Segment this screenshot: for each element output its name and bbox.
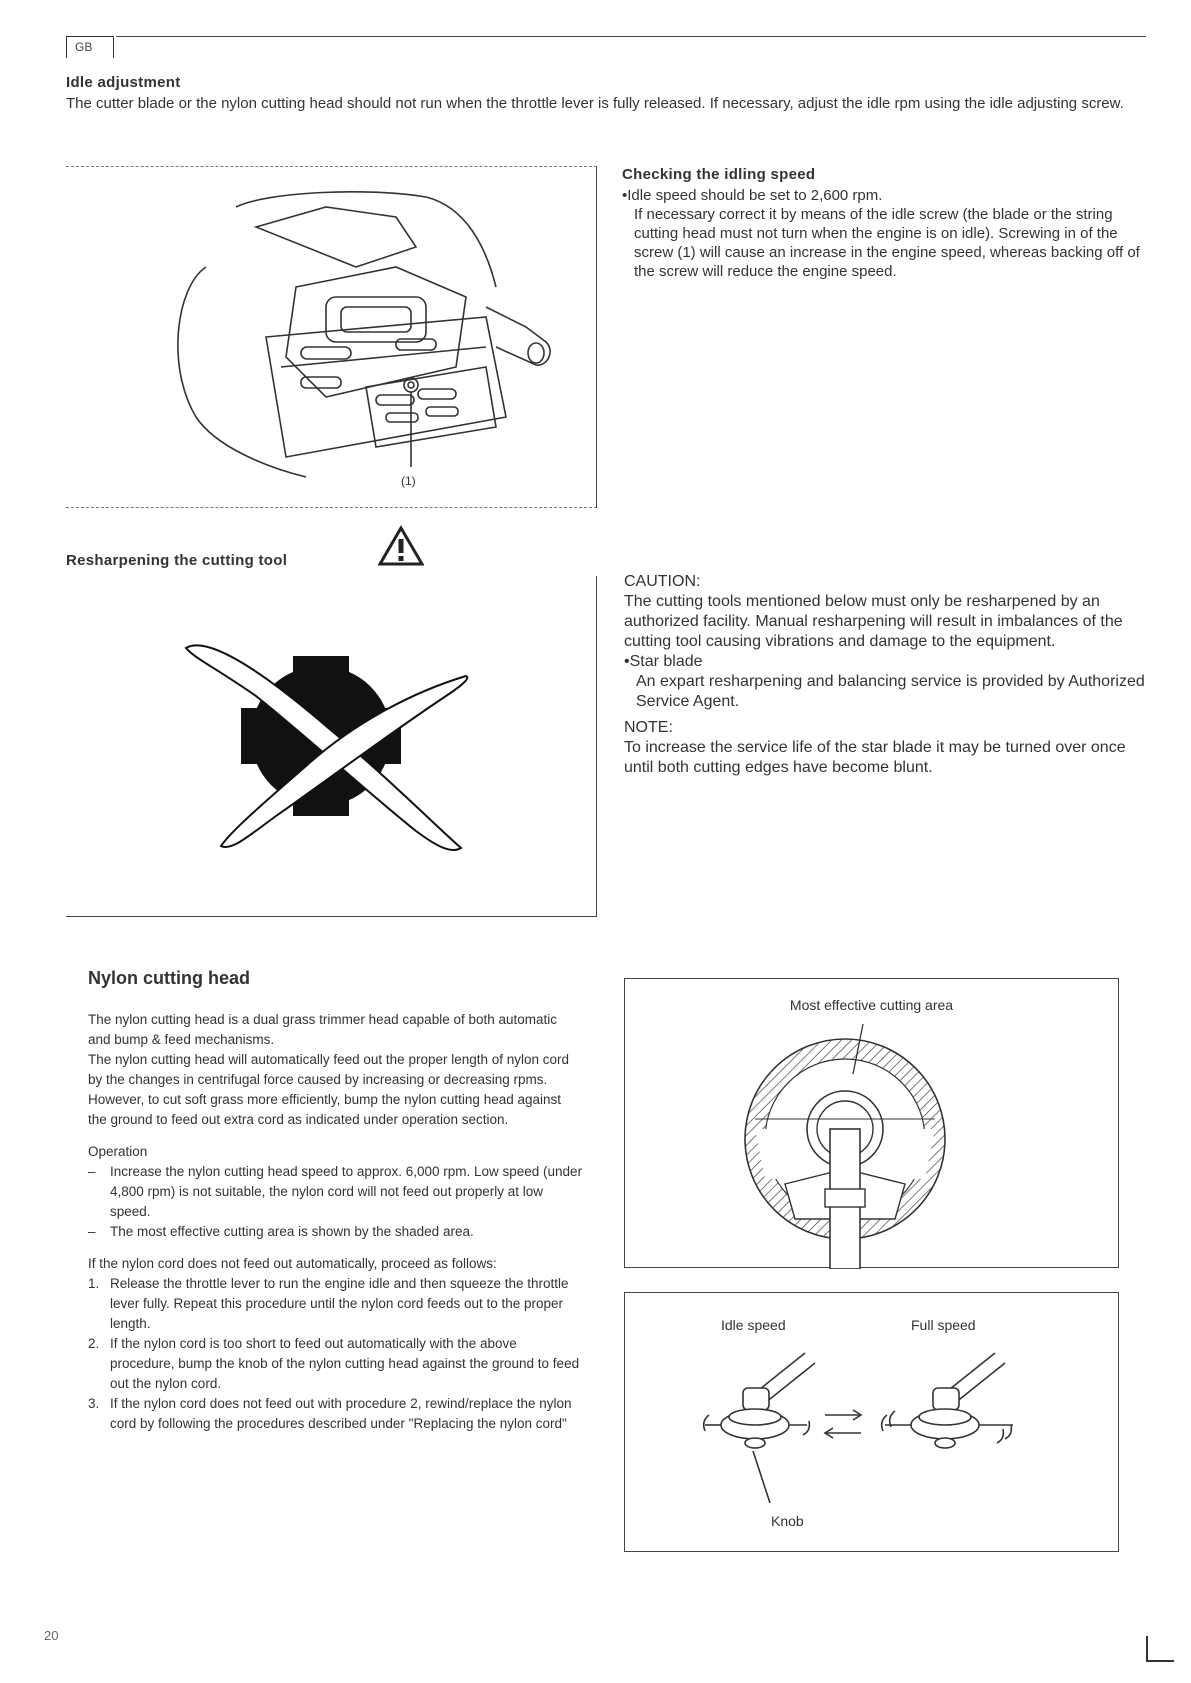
section-tag: GB xyxy=(66,36,114,58)
knob-caption: Knob xyxy=(771,1513,804,1529)
list-item: 2. If the nylon cord is too short to feed out automatically with the above procedure, bump the knob of the nylon cutting head against the ground to feed out the nylon cord. xyxy=(88,1336,580,1391)
cutting-area-illustration xyxy=(625,979,1120,1269)
cutting-area-caption: Most effective cutting area xyxy=(789,997,954,1013)
full-speed-caption: Full speed xyxy=(911,1317,976,1333)
screw-label: (1) xyxy=(401,474,416,488)
idle-screw-figure xyxy=(66,166,597,508)
nylon-auto-feed: The nylon cutting head will automatically feed out the proper length of nylon cord by the changes in centrifugal force caused by increasing or decreasing rpms. However, to cut soft grass more efficiently, bump the nylon cutting head against the ground to feed out extra cord as indicated under operation section. xyxy=(88,1052,570,1127)
star-blade-item xyxy=(624,652,1152,672)
idle-speed-line xyxy=(622,186,1152,205)
idle-speed-caption: Idle speed xyxy=(721,1317,786,1333)
carburetor-illustration xyxy=(66,167,596,507)
list-item: 1. Release the throttle lever to run the engine idle and then squeeze the throttle lever fully. Repeat this procedure until the nylon cord feeds out to the proper length. xyxy=(88,1276,569,1331)
cutting-area-figure xyxy=(624,978,1119,1268)
note-text: To increase the service life of the star blade it may be turned over once until both cutting edges have become blunt. xyxy=(624,739,1126,776)
corner-mark-vertical xyxy=(1146,1636,1148,1660)
caution-block xyxy=(624,572,1152,778)
idle-adjustment-title: Idle adjustment xyxy=(66,74,181,91)
bullet: • xyxy=(622,187,628,204)
star-blade-figure xyxy=(66,576,597,917)
warning-icon xyxy=(378,525,424,567)
feed-steps xyxy=(88,1274,583,1434)
nylon-body xyxy=(88,1010,583,1434)
star-blade-label: Star blade xyxy=(629,653,703,670)
operation-label: Operation xyxy=(88,1144,148,1159)
list-item: – Increase the nylon cutting head speed to approx. 6,000 rpm. Low speed (under 4,800 rpm) is not suitable, the nylon cord will not feed out properly at low speed. xyxy=(88,1164,583,1219)
caution-label: CAUTION: xyxy=(624,573,701,590)
caution-text: The cutting tools mentioned below must only be resharpened by an authorized facility. Manual resharpening will result in imbalances of the cutting tool causing vibrations and damage to the equipment. xyxy=(624,593,1123,650)
nylon-title: Nylon cutting head xyxy=(88,968,250,988)
resharpening-title: Resharpening the cutting tool xyxy=(66,552,288,569)
idle-speed-value: Idle speed should be set to 2,600 rpm. xyxy=(627,187,883,204)
checking-idle-body xyxy=(622,186,1152,281)
speed-illustration xyxy=(625,1293,1120,1553)
list-item: – The most effective cutting area is shown by the shaded area. xyxy=(88,1224,474,1239)
page-number: 20 xyxy=(44,1628,59,1643)
idle-correction-text: If necessary correct it by means of the idle screw (the blade or the string cutting head must not turn when the engine is on idle). Screwing in of the screw (1) will cause an increase in the engine speed, whereas backing off of the screw will reduce the engine speed. xyxy=(634,206,1140,280)
speed-comparison-figure xyxy=(624,1292,1119,1552)
top-rule xyxy=(116,36,1146,37)
checking-idle-title: Checking the idling speed xyxy=(622,166,816,183)
nylon-intro: The nylon cutting head is a dual grass trimmer head capable of both automatic and bump & feed mechanisms. xyxy=(88,1012,558,1047)
bullet: • xyxy=(624,653,630,670)
star-blade-text: An expart resharpening and balancing service is provided by Authorized Service Agent. xyxy=(636,673,1145,710)
idle-adjustment-text: The cutter blade or the nylon cutting head should not run when the throttle lever is fully released. If necessary, adjust the idle rpm using the idle adjusting screw. xyxy=(66,95,1124,112)
list-item: 3. If the nylon cord does not feed out with procedure 2, rewind/replace the nylon cord by following the procedures described under "Replacing the nylon cord" xyxy=(88,1396,572,1431)
note-label: NOTE: xyxy=(624,719,673,736)
operation-list xyxy=(88,1162,583,1242)
crossed-star-blade-illustration xyxy=(66,576,596,916)
corner-mark xyxy=(1146,1660,1174,1662)
feed-intro: If the nylon cord does not feed out automatically, proceed as follows: xyxy=(88,1256,497,1271)
